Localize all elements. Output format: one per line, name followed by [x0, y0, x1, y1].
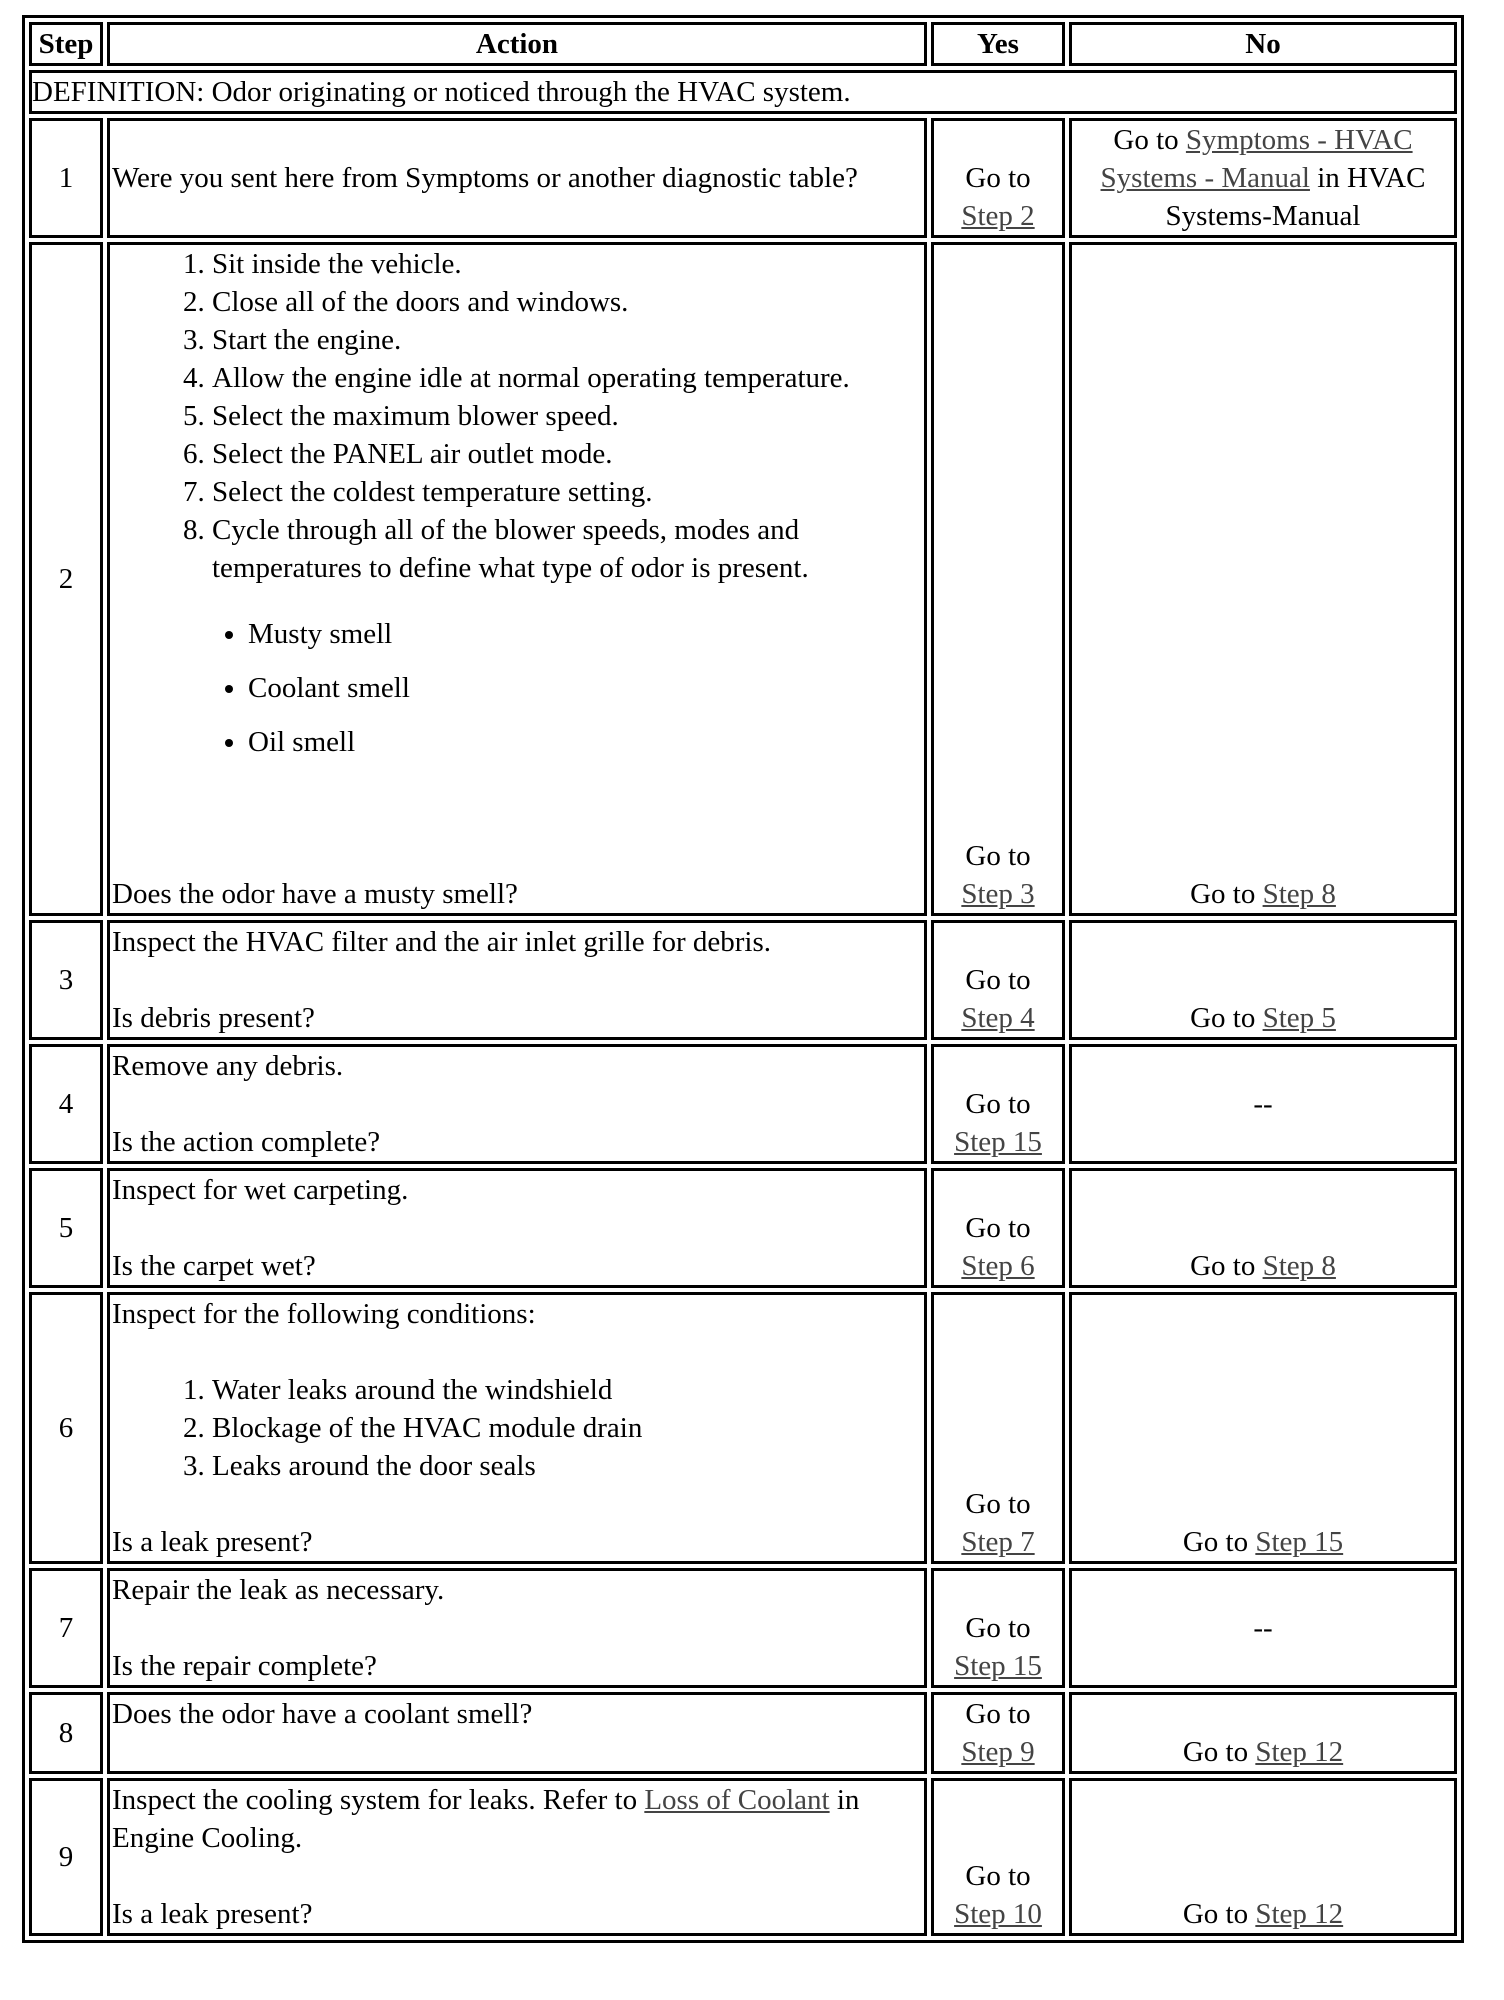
table-row — [29, 920, 1457, 1040]
list-item: • Musty smell — [248, 615, 922, 653]
list-item: 1. Water leaks around the windshield — [212, 1371, 922, 1409]
action-cell — [107, 1168, 927, 1288]
action-question: Does the odor have a musty smell? — [112, 878, 518, 910]
yes-cell — [931, 242, 1065, 916]
goto-label: Go to — [965, 840, 1031, 872]
yes-cell — [931, 1292, 1065, 1564]
table-row — [29, 242, 1457, 916]
action-text: Repair the leak as necessary. — [112, 1574, 445, 1606]
list-item: • Oil smell — [248, 723, 922, 761]
action-steps — [112, 245, 922, 587]
action-question: Is debris present? — [112, 1002, 315, 1034]
no-cell — [1069, 242, 1457, 916]
goto-label: Go to — [1182, 1898, 1249, 1930]
step-link[interactable]: Step 6 — [961, 1250, 1035, 1282]
action-cell — [107, 1044, 927, 1164]
action-question: Is a leak present? — [112, 1898, 313, 1930]
step-link[interactable]: Step 12 — [1255, 1898, 1344, 1930]
action-cell — [107, 1568, 927, 1688]
step-number: 8 — [29, 1692, 103, 1774]
diagnostic-table — [22, 15, 1464, 1943]
yes-cell — [931, 1044, 1065, 1164]
goto-label: Go to — [1190, 1002, 1256, 1034]
goto-label: Go to — [1190, 1250, 1256, 1282]
table-row — [29, 1568, 1457, 1688]
list-item: 3. Start the engine. — [212, 321, 922, 359]
list-item: 3. Leaks around the door seals — [212, 1447, 922, 1485]
table-row — [29, 1778, 1457, 1936]
list-item: 7. Select the coldest temperature setting. — [212, 473, 922, 511]
yes-cell — [931, 1168, 1065, 1288]
action-prefix: Inspect the cooling system for leaks. Refer to — [112, 1784, 638, 1816]
list-item: 2. Close all of the doors and windows. — [212, 283, 922, 321]
step-link[interactable]: Step 15 — [954, 1650, 1042, 1682]
goto-label: Go to — [965, 964, 1031, 996]
list-item: 8. Cycle through all of the blower speeds, modes and temperatures to define what type of odor is present. — [212, 511, 922, 587]
action-text: Remove any debris. — [112, 1050, 344, 1082]
step-link[interactable]: Step 12 — [1255, 1736, 1344, 1768]
list-item: 6. Select the PANEL air outlet mode. — [212, 435, 922, 473]
action-question: Is the action complete? — [112, 1126, 381, 1158]
no-suffix: in HVAC Systems-Manual — [1165, 162, 1426, 232]
action-cell — [107, 1778, 927, 1936]
list-item: 4. Allow the engine idle at normal operating temperature. — [212, 359, 922, 397]
step-number: 1 — [29, 118, 103, 238]
table-row — [29, 118, 1457, 238]
header-action: Action — [107, 22, 927, 66]
no-cell — [1069, 920, 1457, 1040]
action-question: Is a leak present? — [112, 1526, 313, 1558]
yes-cell — [931, 1692, 1065, 1774]
step-number: 2 — [29, 242, 103, 916]
header-no: No — [1069, 22, 1457, 66]
goto-label: Go to — [965, 1698, 1031, 1730]
action-question: Does the odor have a coolant smell? — [112, 1698, 533, 1730]
definition: DEFINITION: Odor originating or noticed through the HVAC system. — [29, 70, 1457, 114]
step-link[interactable]: Step 10 — [954, 1898, 1042, 1930]
goto-label: Go to — [965, 162, 1031, 194]
goto-label: Go to — [1190, 878, 1256, 910]
no-cell: -- — [1069, 1044, 1457, 1164]
step-link[interactable]: Step 9 — [961, 1736, 1035, 1768]
table-row — [29, 1168, 1457, 1288]
step-number: 5 — [29, 1168, 103, 1288]
action-cell — [107, 920, 927, 1040]
definition-row — [29, 70, 1457, 114]
step-link[interactable]: Step 8 — [1262, 1250, 1336, 1282]
step-number: 3 — [29, 920, 103, 1040]
header-row — [29, 22, 1457, 66]
list-item: 2. Blockage of the HVAC module drain — [212, 1409, 922, 1447]
action-question: Were you sent here from Symptoms or another diagnostic table? — [107, 118, 927, 238]
no-cell — [1069, 1168, 1457, 1288]
step-link[interactable]: Step 5 — [1262, 1002, 1336, 1034]
action-cell — [107, 1692, 927, 1774]
goto-label: Go to — [965, 1488, 1031, 1520]
action-cell — [107, 242, 927, 916]
action-question: Is the repair complete? — [112, 1650, 377, 1682]
step-number: 9 — [29, 1778, 103, 1936]
action-suffix: in Engine Cooling. — [112, 1784, 860, 1854]
list-item: 1. Sit inside the vehicle. — [212, 245, 922, 283]
no-cell: -- — [1069, 1568, 1457, 1688]
step-number: 7 — [29, 1568, 103, 1688]
no-cell — [1069, 1292, 1457, 1564]
no-cell — [1069, 1692, 1457, 1774]
no-cell — [1069, 1778, 1457, 1936]
header-step: Step — [29, 22, 103, 66]
action-text: Inspect for wet carpeting. — [112, 1174, 409, 1206]
step-link[interactable]: Step 3 — [961, 878, 1035, 910]
step-number: 6 — [29, 1292, 103, 1564]
list-item: • Coolant smell — [248, 669, 922, 707]
loss-of-coolant-link[interactable]: Loss of Coolant — [644, 1784, 830, 1816]
step-link[interactable]: Step 4 — [961, 1002, 1035, 1034]
action-cell — [107, 1292, 927, 1564]
step-link[interactable]: Step 8 — [1262, 878, 1336, 910]
no-cell — [1069, 118, 1457, 238]
goto-label: Go to — [1182, 1526, 1249, 1558]
symptoms-link[interactable]: Symptoms - HVAC Systems - Manual — [1100, 124, 1413, 194]
conditions-list — [112, 1371, 922, 1485]
action-question: Is the carpet wet? — [112, 1250, 316, 1282]
table-row — [29, 1292, 1457, 1564]
goto-label: Go to — [965, 1860, 1031, 1892]
action-text — [112, 1781, 922, 1857]
goto-label: Go to — [965, 1088, 1031, 1120]
yes-cell — [931, 920, 1065, 1040]
action-text: Inspect for the following conditions: — [112, 1298, 536, 1330]
table-row — [29, 1044, 1457, 1164]
header-yes: Yes — [931, 22, 1065, 66]
step-link[interactable]: Step 15 — [1255, 1526, 1344, 1558]
goto-label: Go to — [1182, 1736, 1249, 1768]
action-text: Inspect the HVAC filter and the air inlet grille for debris. — [112, 926, 772, 958]
step-number: 4 — [29, 1044, 103, 1164]
goto-label: Go to — [965, 1212, 1031, 1244]
list-item: 5. Select the maximum blower speed. — [212, 397, 922, 435]
goto-label: Go to — [965, 1612, 1031, 1644]
yes-cell — [931, 1778, 1065, 1936]
step-link[interactable]: Step 2 — [961, 200, 1035, 232]
goto-label: Go to — [1113, 124, 1179, 156]
yes-cell — [931, 118, 1065, 238]
yes-cell — [931, 1568, 1065, 1688]
step-link[interactable]: Step 15 — [954, 1126, 1042, 1158]
table-row — [29, 1692, 1457, 1774]
odor-types — [112, 615, 922, 761]
step-link[interactable]: Step 7 — [961, 1526, 1035, 1558]
